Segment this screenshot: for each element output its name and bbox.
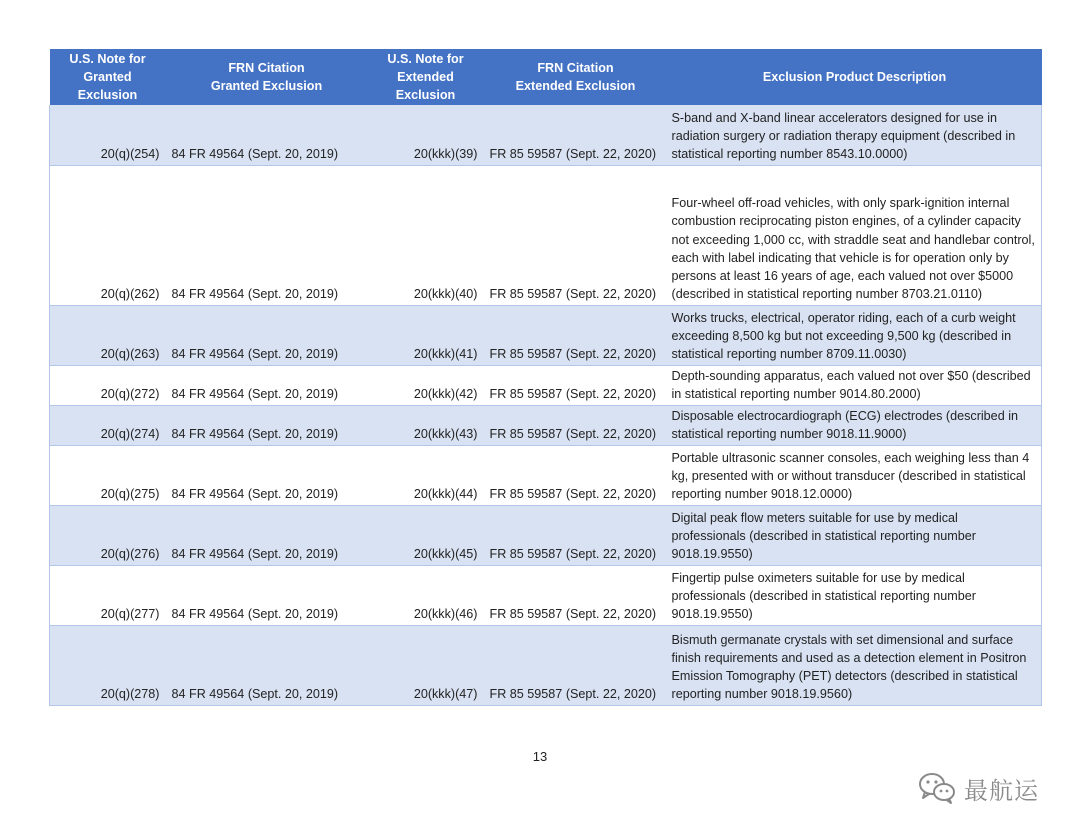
description-cell: Depth-sounding apparatus, each valued not over $50 (described in statistical reporting number 9014.80.2000) bbox=[668, 365, 1042, 405]
extended-note-cell: 20(kkk)(46) bbox=[368, 565, 484, 625]
granted-frn-cell: 84 FR 49564 (Sept. 20, 2019) bbox=[166, 165, 368, 305]
extended-frn-cell: FR 85 59587 (Sept. 22, 2020) bbox=[484, 625, 668, 705]
page-number: 13 bbox=[532, 749, 548, 764]
exclusion-table bbox=[49, 49, 1042, 706]
extended-frn-cell: FR 85 59587 (Sept. 22, 2020) bbox=[484, 105, 668, 165]
extended-note-cell: 20(kkk)(43) bbox=[368, 405, 484, 445]
description-cell: S-band and X-band linear accelerators designed for use in radiation surgery or radiation therapy equipment (described in statistical reporting number 8543.10.0000) bbox=[668, 105, 1042, 165]
description-cell: Fingertip pulse oximeters suitable for use by medical professionals (described in statistical reporting number 9018.19.9550) bbox=[668, 565, 1042, 625]
extended-note-cell: 20(kkk)(41) bbox=[368, 305, 484, 365]
granted-note-cell: 20(q)(263) bbox=[50, 305, 166, 365]
granted-frn-cell: 84 FR 49564 (Sept. 20, 2019) bbox=[166, 105, 368, 165]
granted-frn-cell: 84 FR 49564 (Sept. 20, 2019) bbox=[166, 505, 368, 565]
extended-frn-cell: FR 85 59587 (Sept. 22, 2020) bbox=[484, 365, 668, 405]
description-cell: Portable ultrasonic scanner consoles, each weighing less than 4 kg, presented with or without transducer (described in statistical reporting number 9018.12.0000) bbox=[668, 445, 1042, 505]
extended-frn-cell: FR 85 59587 (Sept. 22, 2020) bbox=[484, 565, 668, 625]
granted-frn-cell: 84 FR 49564 (Sept. 20, 2019) bbox=[166, 565, 368, 625]
table-row bbox=[50, 165, 1042, 305]
extended-frn-cell: FR 85 59587 (Sept. 22, 2020) bbox=[484, 405, 668, 445]
header-description: Exclusion Product Description bbox=[668, 49, 1042, 105]
extended-note-cell: 20(kkk)(47) bbox=[368, 625, 484, 705]
granted-note-cell: 20(q)(275) bbox=[50, 445, 166, 505]
header-us-note-granted: U.S. Note for Granted Exclusion bbox=[50, 49, 166, 105]
watermark bbox=[918, 768, 1039, 808]
extended-note-cell: 20(kkk)(42) bbox=[368, 365, 484, 405]
table-row bbox=[50, 445, 1042, 505]
extended-note-cell: 20(kkk)(40) bbox=[368, 165, 484, 305]
table-row bbox=[50, 505, 1042, 565]
header-frn-granted: FRN Citation Granted Exclusion bbox=[166, 49, 368, 105]
extended-note-cell: 20(kkk)(39) bbox=[368, 105, 484, 165]
granted-note-cell: 20(q)(278) bbox=[50, 625, 166, 705]
granted-note-cell: 20(q)(254) bbox=[50, 105, 166, 165]
granted-note-cell: 20(q)(272) bbox=[50, 365, 166, 405]
extended-frn-cell: FR 85 59587 (Sept. 22, 2020) bbox=[484, 445, 668, 505]
table-row bbox=[50, 365, 1042, 405]
description-cell: Bismuth germanate crystals with set dimensional and surface finish requirements and used as a detection element in Positron Emission Tomography (PET) detectors (described in statistical reporting number 9018.19.9560) bbox=[668, 625, 1042, 705]
table-row bbox=[50, 565, 1042, 625]
extended-frn-cell: FR 85 59587 (Sept. 22, 2020) bbox=[484, 305, 668, 365]
granted-note-cell: 20(q)(274) bbox=[50, 405, 166, 445]
wechat-icon bbox=[918, 771, 956, 805]
watermark-text: 最航运 bbox=[964, 776, 1039, 805]
description-cell: Digital peak flow meters suitable for use by medical professionals (described in statistical reporting number 9018.19.9550) bbox=[668, 505, 1042, 565]
table-row bbox=[50, 625, 1042, 705]
table-row bbox=[50, 105, 1042, 165]
description-cell: Four-wheel off-road vehicles, with only spark-ignition internal combustion reciprocating piston engines, of a cylinder capacity not exceeding 1,000 cc, with straddle seat and handlebar control, each with label indicating that vehicle is for operation only by persons at least 16 years of age, each valued not over $5000 (described in statistical reporting number 8703.21.0110) bbox=[668, 165, 1042, 305]
table-row bbox=[50, 405, 1042, 445]
description-cell: Disposable electrocardiograph (ECG) electrodes (described in statistical reporting number 9018.11.9000) bbox=[668, 405, 1042, 445]
header-frn-extended: FRN Citation Extended Exclusion bbox=[484, 49, 668, 105]
description-cell: Works trucks, electrical, operator riding, each of a curb weight exceeding 8,500 kg but not exceeding 9,500 kg (described in statistical reporting number 8709.11.0030) bbox=[668, 305, 1042, 365]
extended-note-cell: 20(kkk)(45) bbox=[368, 505, 484, 565]
granted-note-cell: 20(q)(277) bbox=[50, 565, 166, 625]
table-header-row bbox=[50, 49, 1042, 105]
granted-note-cell: 20(q)(262) bbox=[50, 165, 166, 305]
granted-frn-cell: 84 FR 49564 (Sept. 20, 2019) bbox=[166, 625, 368, 705]
granted-frn-cell: 84 FR 49564 (Sept. 20, 2019) bbox=[166, 305, 368, 365]
extended-frn-cell: FR 85 59587 (Sept. 22, 2020) bbox=[484, 165, 668, 305]
extended-frn-cell: FR 85 59587 (Sept. 22, 2020) bbox=[484, 505, 668, 565]
table-row bbox=[50, 305, 1042, 365]
granted-frn-cell: 84 FR 49564 (Sept. 20, 2019) bbox=[166, 445, 368, 505]
extended-note-cell: 20(kkk)(44) bbox=[368, 445, 484, 505]
granted-frn-cell: 84 FR 49564 (Sept. 20, 2019) bbox=[166, 365, 368, 405]
granted-note-cell: 20(q)(276) bbox=[50, 505, 166, 565]
granted-frn-cell: 84 FR 49564 (Sept. 20, 2019) bbox=[166, 405, 368, 445]
header-us-note-extended: U.S. Note for Extended Exclusion bbox=[368, 49, 484, 105]
